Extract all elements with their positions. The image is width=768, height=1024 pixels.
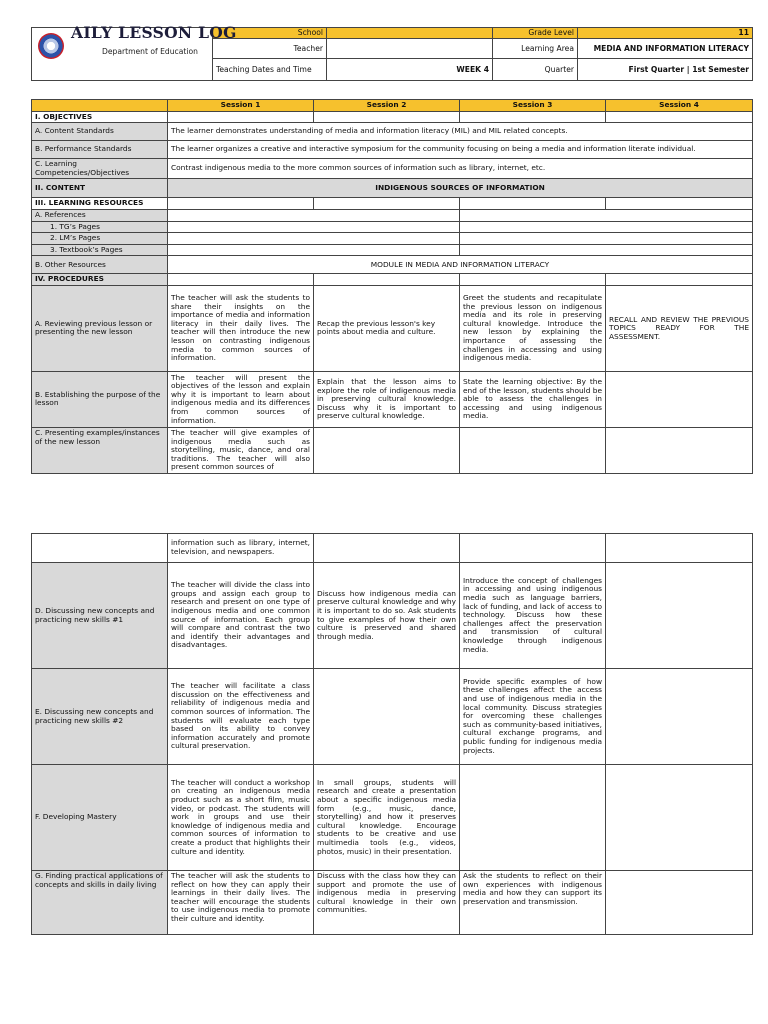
procedure-b-session-1: The teacher will present the objectives of the lesson and explain why it is important to learn about indigenous media and its differences from common sources of information. [168,371,314,427]
other-resources-label: B. Other Resources [32,256,168,274]
session-1-header: Session 1 [168,100,314,112]
procedure-g-session-1: The teacher will ask the students to reflect on how they can apply their learnings in their daily lives. The teacher will encourage the students to use indigenous media to promote their culture and identity. [168,871,314,935]
procedure-f-label: F. Developing Mastery [32,765,168,871]
learning-area-value[interactable]: MEDIA AND INFORMATION LITERACY [578,39,753,59]
procedure-f-session-1: The teacher will conduct a workshop on creating an indigenous media product such as a short film, music video, or podcast. The students will work in groups and use their knowledge of indigenous media and common sources of information to create a product that highlights their culture and identity. [168,765,314,871]
session-3-header: Session 3 [460,100,606,112]
procedure-d-session-1: The teacher will divide the class into groups and assign each group to research and present on one type of indigenous media and one common source of information. Each group will compare and contrast the two and identify their advantages and disadvantages. [168,563,314,669]
procedure-f-session-2: In small groups, students will research and create a presentation about a specific indigenous media form (e.g., music, dance, storytelling) and how it preserves cultural knowledge. Encourage students to be creative and use multimedia tools (e.g., videos, photos, music) in their presentation. [314,765,460,871]
procedure-d-session-2: Discuss how indigenous media can preserve cultural knowledge and why it is important to do so. Ask students to give examples of how their own culture is preserved and shared through media. [314,563,460,669]
session-2-header: Session 2 [314,100,460,112]
procedure-c-session-1-continued: information such as library, internet, television, and newspapers. [168,534,314,563]
procedure-a-session-4: RECALL AND REVIEW THE PREVIOUS TOPICS READY FOR THE ASSESSMENT. [606,285,753,371]
grade-level-value[interactable]: 11 [578,28,753,39]
procedure-e-label: E. Discussing new concepts and practicing new skills #2 [32,669,168,765]
procedure-g-session-3: Ask the students to reflect on their own experiences with indigenous media and how they can support its preservation and transmission. [460,871,606,935]
department-name: Department of Education [102,47,198,56]
quarter-value[interactable]: First Quarter | 1st Semester [578,59,753,81]
week-value[interactable]: WEEK 4 [327,59,493,81]
procedure-d-session-3: Introduce the concept of challenges in accessing and using indigenous media such as language barriers, lack of funding, and lack of access to technology. Discuss how these challenges affect the preservation and transmission of cultural knowledge through indigenous media. [460,563,606,669]
learning-competencies-label: C. Learning Competencies/Objectives [32,159,168,179]
teacher-label: Teacher [213,39,327,59]
procedure-a-session-1: The teacher will ask the students to share their insights on the importance of media and information literacy in their daily lives. The teacher will then introduce the new lesson on contrasting indigenous media to common sources of information. [168,285,314,371]
document-title: AILY LESSON LOG [71,23,237,42]
header-logo-cell [32,23,237,81]
procedures-heading: IV. PROCEDURES [32,274,168,286]
procedure-b-label: B. Establishing the purpose of the lesson [32,371,168,427]
procedure-c-session-1: The teacher will give examples of indigenous media such as storytelling, music, dance, and oral traditions. The teacher will also present common sources of [168,427,314,473]
grade-level-label: Grade Level [493,28,578,39]
procedure-e-session-3: Provide specific examples of how these challenges affect the access and use of indigenous media in the local community. Discuss strategies for overcoming these challenges such as community-based initiatives, cultural exchange programs, and public funding for indigenous media projects. [460,669,606,765]
procedure-a-session-3: Greet the students and recapitulate the previous lesson on indigenous media and its role in preserving cultural knowledge. Introduce the new lesson by explaining the importance of assessing the challenges in accessing and using indigenous media. [460,285,606,371]
content-standards-label: A. Content Standards [32,123,168,141]
procedure-g-label: G. Finding practical applications of concepts and skills in daily living [32,871,168,935]
procedure-e-session-1: The teacher will facilitate a class discussion on the effectiveness and reliability of indigenous media and common sources of information. The students will evaluate each type based on its ability to convey information accurately and promote cultural preservation. [168,669,314,765]
dates-label: Teaching Dates and Time [213,59,327,81]
performance-standards-label: B. Performance Standards [32,141,168,159]
lm-pages-label: 2. LM’s Pages [32,233,168,245]
textbook-pages-label: 3. Textbook’s Pages [32,244,168,256]
school-value[interactable] [327,28,493,39]
content-text: INDIGENOUS SOURCES OF INFORMATION [168,179,753,198]
lesson-log-table-page-2 [31,533,753,935]
other-resources-text: MODULE IN MEDIA AND INFORMATION LITERACY [168,256,753,274]
procedure-b-session-3: State the learning objective: By the end of the lesson, students should be able to assess the challenges in accessing and using indigenous media. [460,371,606,427]
content-heading: II. CONTENT [32,179,168,198]
procedure-a-label: A. Reviewing previous lesson or presenting the new lesson [32,285,168,371]
procedure-a-session-2: Recap the previous lesson's key points about media and culture. [314,285,460,371]
references-label: A. References [32,209,168,221]
learning-area-label: Learning Area [493,39,578,59]
school-label: School [213,28,327,39]
performance-standards-text: The learner organizes a creative and interactive symposium for the community focusing on being a media and information literate individual. [168,141,753,159]
session-header-blank [32,100,168,112]
learning-resources-heading: III. LEARNING RESOURCES [32,198,168,210]
procedure-g-session-2: Discuss with the class how they can support and promote the use of indigenous media in preserving cultural knowledge in their own communities. [314,871,460,935]
teacher-value[interactable] [327,39,493,59]
deped-seal-icon [38,33,64,59]
procedure-d-label: D. Discussing new concepts and practicing new skills #1 [32,563,168,669]
lesson-log-table-page-1 [31,99,753,474]
procedure-b-session-2: Explain that the lesson aims to explore the role of indigenous media in preserving cultural knowledge. Discuss why it is important to preserve cultural knowledge. [314,371,460,427]
session-4-header: Session 4 [606,100,753,112]
content-standards-text: The learner demonstrates understanding of media and information literacy (MIL) and MIL related concepts. [168,123,753,141]
learning-competencies-text: Contrast indigenous media to the more common sources of information such as library, internet, etc. [168,159,753,179]
quarter-label: Quarter [493,59,578,81]
procedure-c-label: C. Presenting examples/instances of the new lesson [32,427,168,473]
objectives-heading: I. OBJECTIVES [32,111,168,123]
lesson-log-header [31,23,753,81]
tg-pages-label: 1. TG’s Pages [32,221,168,233]
